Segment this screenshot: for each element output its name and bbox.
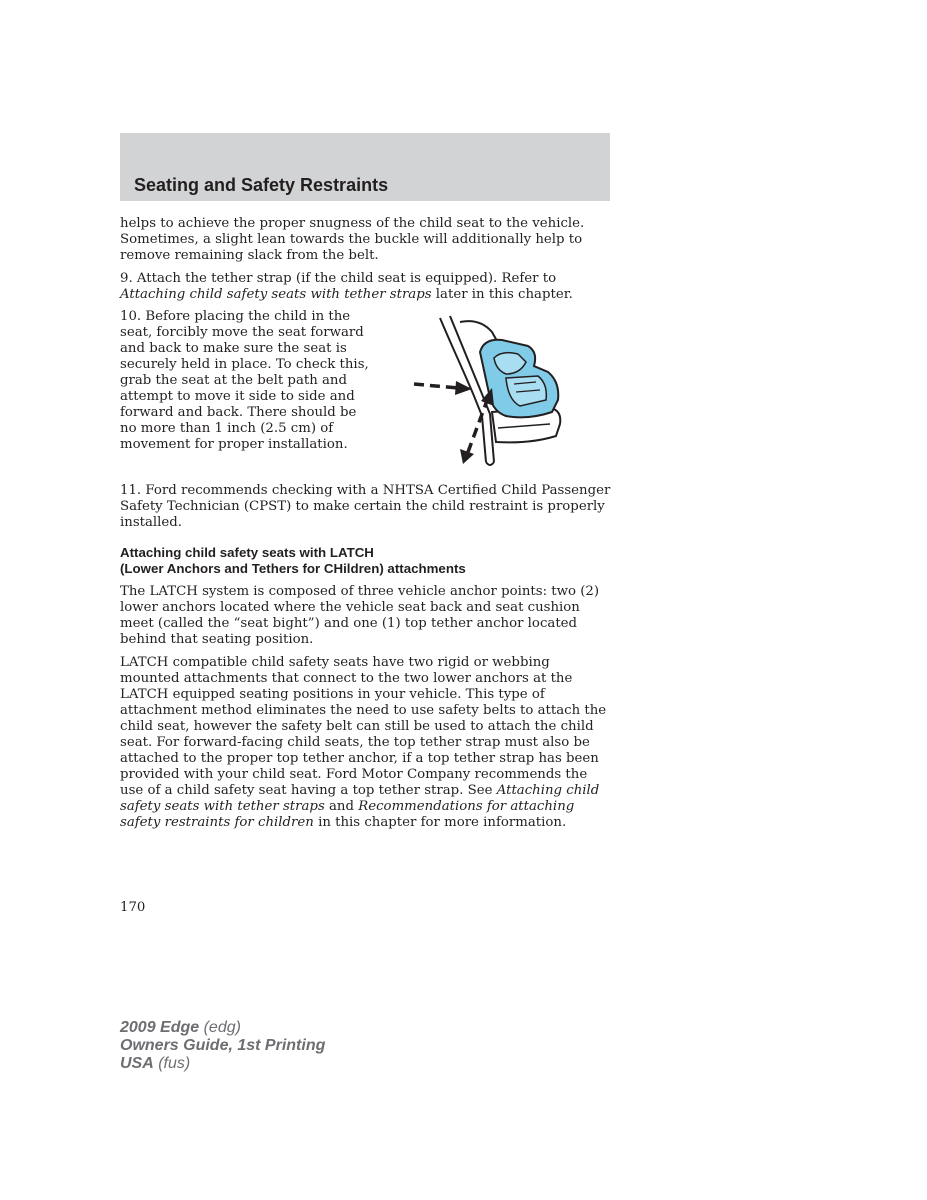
latch-compatible-and: and (324, 799, 359, 814)
step-9-suffix: later in this chapter. (431, 287, 573, 302)
tether-straps-reference: Attaching child safety seats with tether straps (120, 783, 600, 814)
paragraph-step-11: 11. Ford recommends checking with a NHTSA Certified Child Passenger Safety Technician (CPST) to make certain the child restraint is properly installed. (120, 483, 611, 530)
footer-market-code: (fus) (153, 1055, 191, 1072)
page-number: 170 (120, 900, 146, 915)
footer-market: USA (120, 1055, 154, 1072)
child-seat-illustration (410, 312, 570, 474)
paragraph-step-10: 10. Before placing the child in the seat, forcibly move the seat forward and back to make sure the seat is securely held in place. To check this, grab the seat at the belt path and attempt to move it side to side and forward and back. There should be no more than 1 inch (2.5 cm) of movement for proper installation. (120, 309, 369, 452)
latch-compatible-end: in this chapter for more information. (313, 815, 567, 830)
step-9-reference-link: Attaching child safety seats with tether straps (120, 287, 432, 302)
footer-model: 2009 Edge (120, 1019, 200, 1036)
paragraph-snugness: helps to achieve the proper snugness of the child seat to the vehicle. Sometimes, a slight lean towards the buckle will additionally help to remove remaining slack from the belt. (120, 216, 585, 263)
section-heading-latch (120, 545, 600, 576)
section-heading-line-1: Attaching child safety seats with LATCH (120, 545, 374, 560)
step-9-text: 9. Attach the tether strap (if the child seat is equipped). Refer to (120, 271, 557, 286)
footer-line-2: Owners Guide, 1st Printing (120, 1037, 326, 1054)
paragraph-latch-compatible (120, 655, 612, 831)
header-band (120, 133, 610, 201)
footer-line-1 (120, 1019, 325, 1037)
latch-compatible-text: LATCH compatible child safety seats have two rigid or webbing mounted attachments that connect to the two lower anchors at the LATCH equipped seating positions in your vehicle. This type of attachment method eliminates the need to use safety belts to attach the child seat, however the safety belt can still be used to attach the child seat. For forward-facing child seats, the top tether strap must also be attached to the proper top tether anchor, if a top tether strap has been provided with your child seat. Ford Motor Company recommends the use of a child safety seat having a top tether strap. See (120, 655, 607, 798)
print-footer (120, 1019, 325, 1073)
paragraph-latch-system: The LATCH system is composed of three vehicle anchor points: two (2) lower anchors located where the vehicle seat back and seat cushion meet (called the “seat bight”) and one (1) top tether anchor located behind that seating position. (120, 584, 600, 647)
paragraph-step-9 (120, 271, 612, 303)
section-heading-line-2: (Lower Anchors and Tethers for CHildren) attachments (120, 560, 466, 576)
footer-model-code: (edg) (199, 1019, 241, 1036)
page-title: Seating and Safety Restraints (134, 175, 389, 195)
footer-line-3 (120, 1055, 325, 1073)
recommendations-reference: Recommendations for attaching safety restraints for children (120, 799, 575, 830)
